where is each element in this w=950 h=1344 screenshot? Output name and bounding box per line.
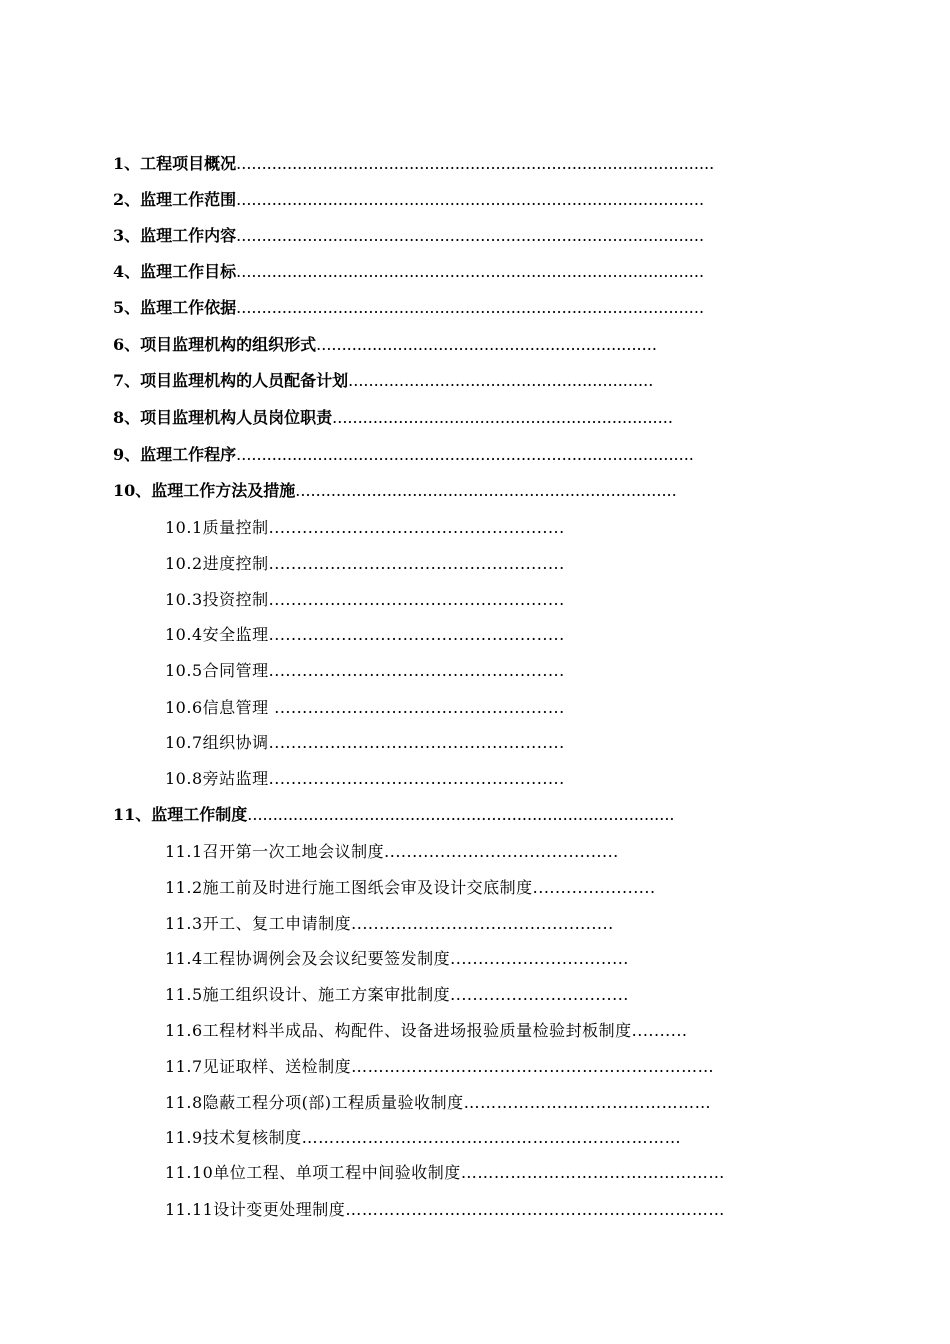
toc-subentry[interactable]: 11.7见证取样、送检制度………………………………………………………… (165, 1057, 715, 1076)
toc-entry[interactable]: 3、监理工作内容............................................................................................ (113, 226, 705, 245)
toc-subentry[interactable]: 11.2施工前及时进行施工图纸会审及设计交底制度...................... (165, 878, 656, 897)
toc-subentry[interactable]: 11.8隐蔽工程分项(部)工程质量验收制度……………………………………… (165, 1093, 712, 1112)
toc-entry[interactable]: 5、监理工作依据............................................................................................ (113, 298, 705, 317)
toc-subentry[interactable]: 10.5合同管理..................................................... (165, 661, 565, 680)
toc-subentry[interactable]: 11.10单位工程、单项工程中间验收制度………………………………………… (165, 1163, 725, 1182)
toc-subentry[interactable]: 11.11设计变更处理制度…………………………………………………………… (165, 1200, 725, 1219)
toc-entry[interactable]: 10、监理工作方法及措施........................................................................... (113, 481, 677, 500)
toc-entry[interactable]: 8、项目监理机构人员岗位职责................................................................... (113, 408, 673, 427)
toc-subentry[interactable]: 10.4安全监理..................................................... (165, 625, 565, 644)
toc-subentry[interactable]: 11.3开工、复工申请制度............................................... (165, 914, 614, 933)
toc-subentry[interactable]: 10.6信息管理 .................................................... (165, 698, 565, 717)
toc-entry[interactable]: 9、监理工作程序.......................................................................................... (113, 445, 694, 464)
toc-entry[interactable]: 4、监理工作目标............................................................................................ (113, 262, 705, 281)
toc-subentry[interactable]: 10.1质量控制..................................................... (165, 518, 565, 537)
toc-entry[interactable]: 1、工程项目概况.............................................................................................. (113, 154, 715, 173)
toc-entry[interactable]: 2、监理工作范围............................................................................................ (113, 190, 705, 209)
toc-subentry[interactable]: 11.5施工组织设计、施工方案审批制度................................ (165, 985, 629, 1004)
toc-subentry[interactable]: 11.4工程协调例会及会议纪要签发制度................................ (165, 949, 629, 968)
toc-subentry[interactable]: 10.2进度控制..................................................... (165, 554, 565, 573)
toc-subentry[interactable]: 10.7组织协调..................................................... (165, 733, 565, 752)
toc-subentry[interactable]: 11.1召开第一次工地会议制度.......................................... (165, 842, 619, 861)
toc-entry[interactable]: 6、项目监理机构的组织形式................................................................... (113, 335, 657, 354)
toc-entry[interactable]: 7、项目监理机构的人员配备计划............................................................ (113, 371, 654, 390)
toc-entry[interactable]: 11、监理工作制度.................................................................................... (113, 805, 675, 824)
toc-subentry[interactable]: 10.8旁站监理..................................................... (165, 769, 565, 788)
toc-subentry[interactable]: 11.6工程材料半成品、构配件、设备进场报验质量检验封板制度.......... (165, 1021, 688, 1040)
toc-subentry[interactable]: 11.9技术复核制度…………………………………………………………… (165, 1128, 682, 1147)
toc-subentry[interactable]: 10.3投资控制..................................................... (165, 590, 565, 609)
